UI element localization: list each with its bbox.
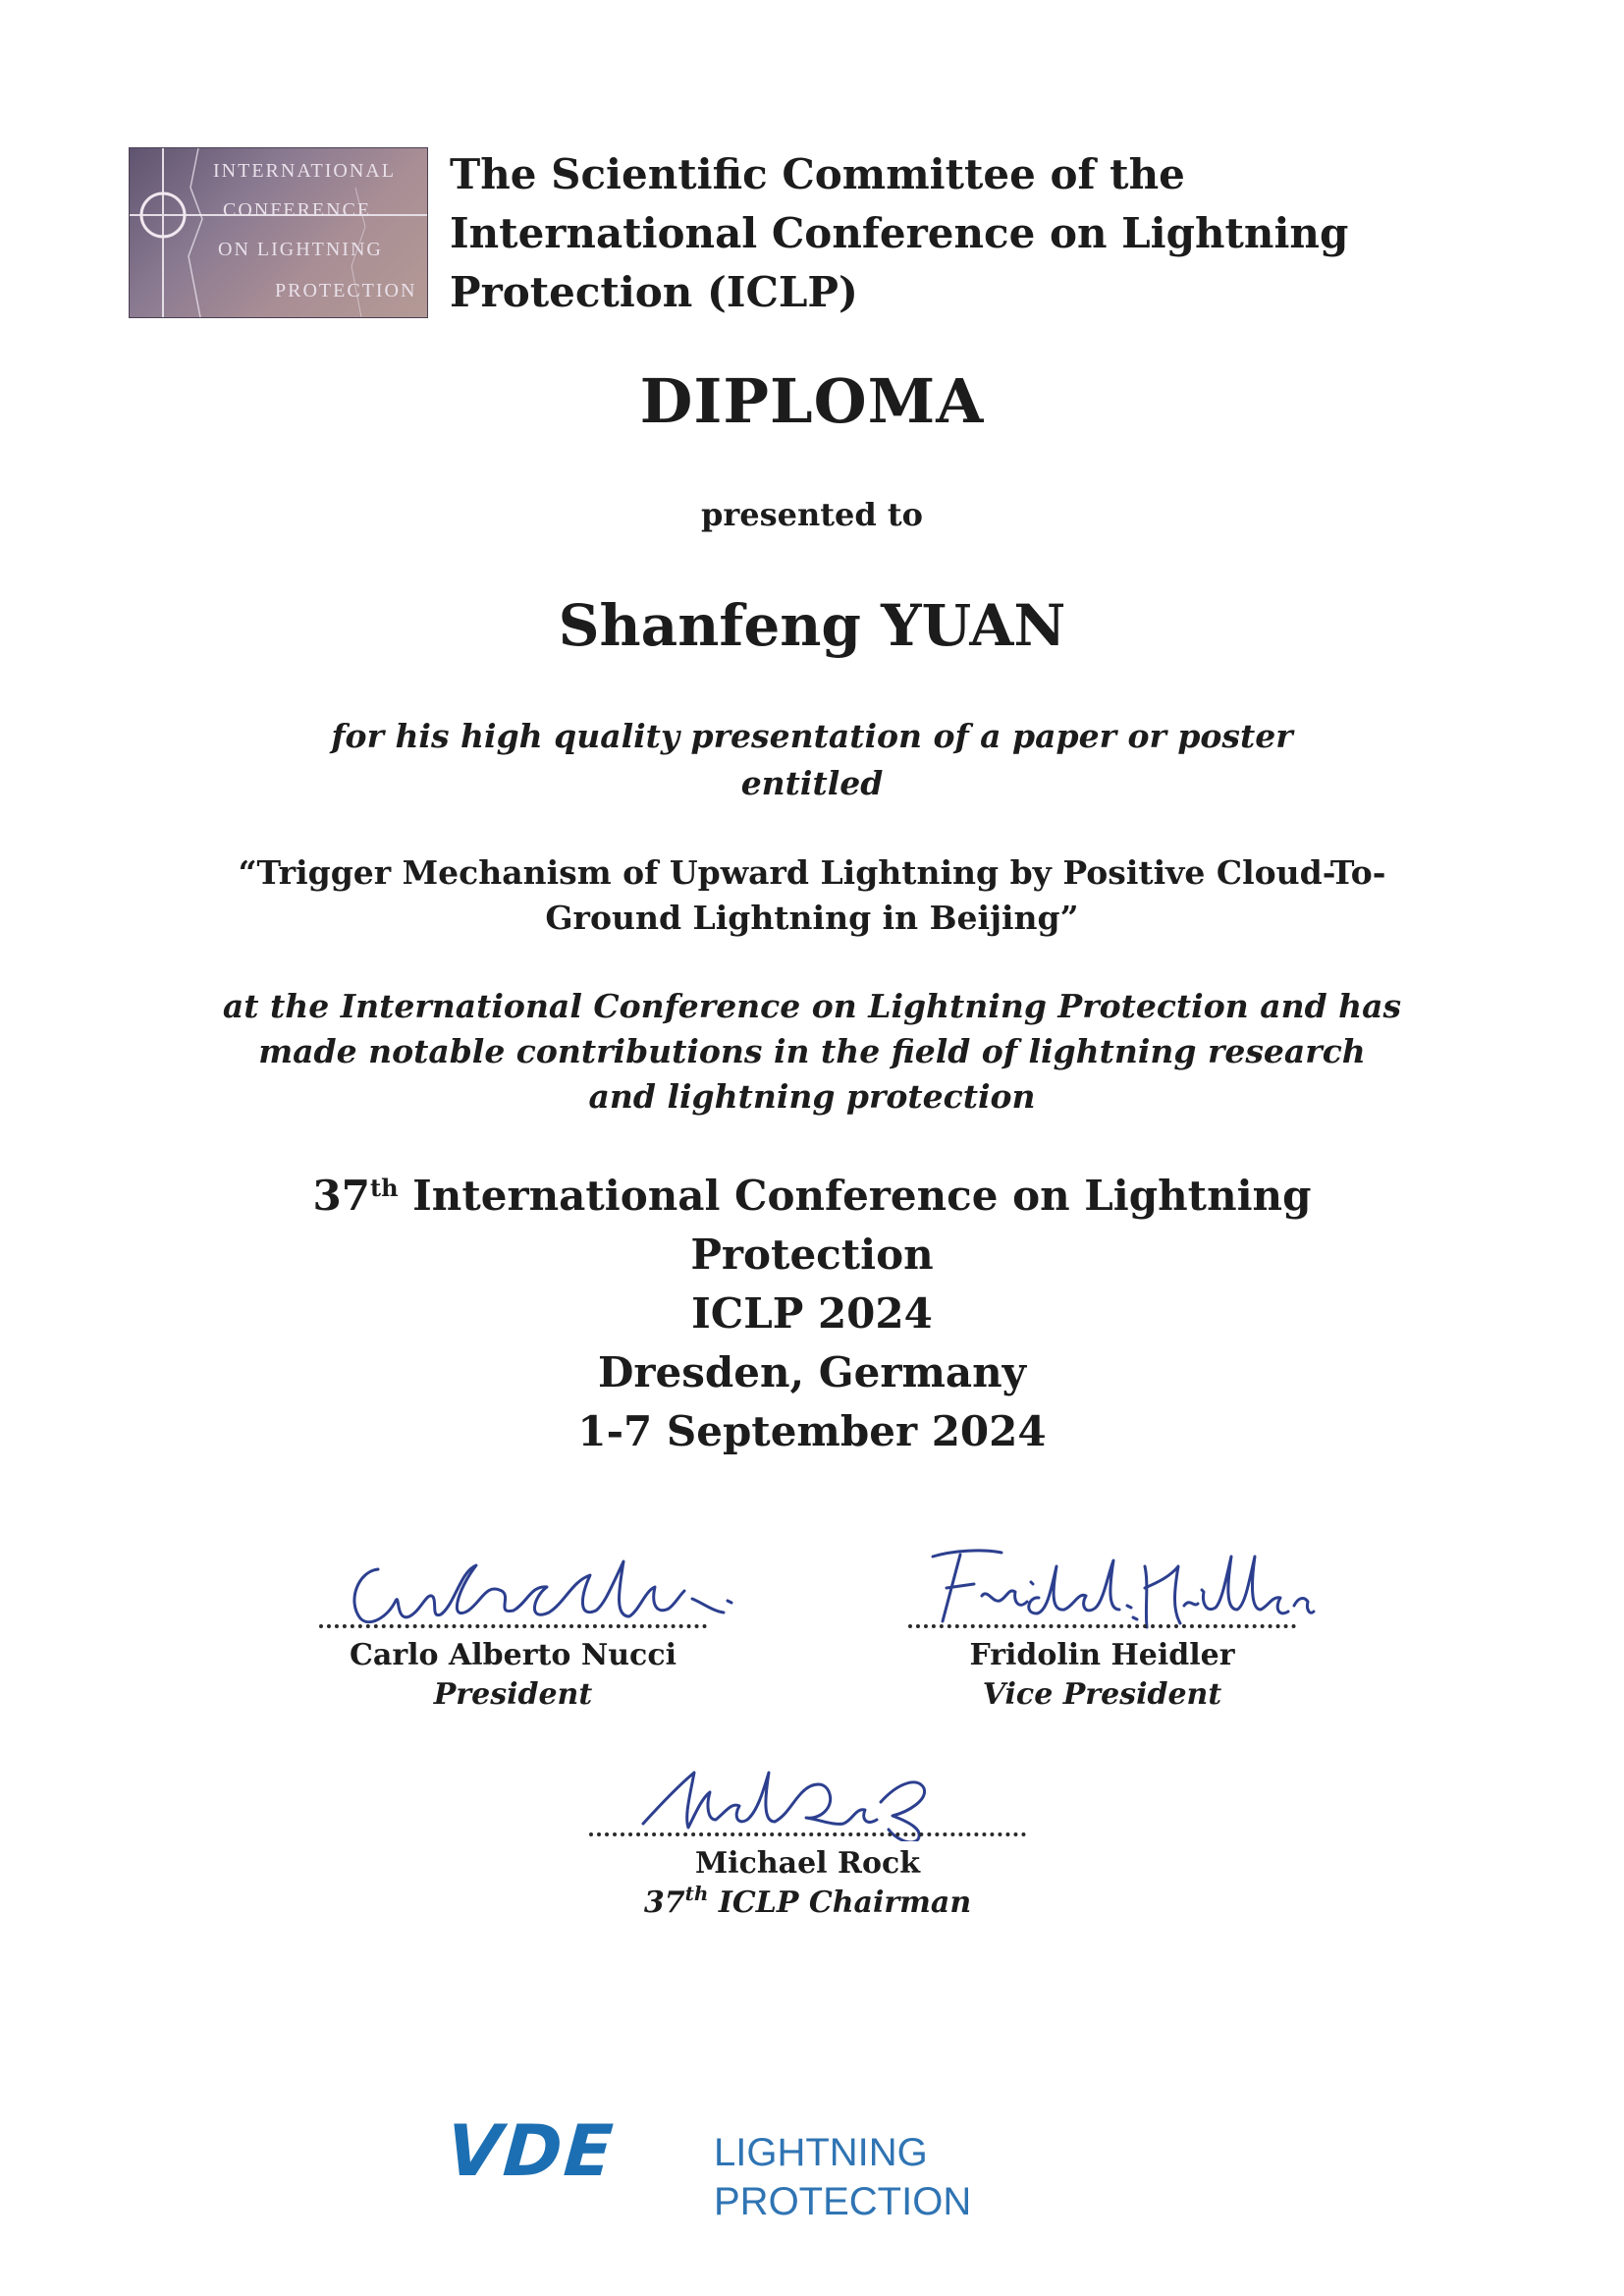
event-details	[0, 1167, 1624, 1461]
role-ordinal-suffix: th	[684, 1882, 709, 1905]
paper-title-line: Ground Lightning in Beijing”	[545, 899, 1079, 937]
signature-line	[589, 1832, 1026, 1836]
event-name-line	[0, 1167, 1624, 1226]
logo-word: PROTECTION	[275, 280, 417, 301]
event-acronym: ICLP 2024	[691, 1289, 933, 1338]
recipient-name: Shanfeng YUAN	[558, 592, 1066, 659]
header-line: Protection (ICLP)	[450, 268, 858, 316]
intro-text	[0, 713, 1624, 807]
vde-tagline: LIGHTNING PROTECTION	[714, 2131, 972, 2223]
signature-rock	[633, 1743, 1026, 1841]
event-ordinal: 37	[312, 1172, 370, 1220]
closing-line: and lightning protection	[588, 1077, 1036, 1116]
role-ordinal: 37	[643, 1886, 685, 1920]
signatory-name: Fridolin Heidler	[969, 1638, 1235, 1672]
logo-word: ON LIGHTNING	[218, 239, 383, 260]
signature-line	[908, 1624, 1296, 1628]
closing-line: at the International Conference on Lightning Protection and has	[222, 987, 1402, 1025]
event-ordinal-suffix: th	[369, 1174, 399, 1202]
vde-logo	[444, 2109, 1193, 2223]
presented-to-label: presented to	[700, 496, 923, 533]
header-line: International Conference on Lightning	[450, 209, 1349, 257]
signatory-name: Carlo Alberto Nucci	[350, 1638, 677, 1672]
signatory-role: President	[433, 1677, 593, 1712]
role-title: ICLP Chairman	[708, 1886, 972, 1920]
intro-line: for his high quality presentation of a paper or poster	[331, 717, 1293, 755]
diploma-title: DIPLOMA	[639, 365, 985, 437]
signature-heidler	[913, 1527, 1326, 1635]
event-name-line: Protection	[690, 1230, 934, 1279]
closing-line: made notable contributions in the field of lightning research	[258, 1032, 1366, 1070]
closing-text	[0, 984, 1624, 1120]
paper-title-line: “Trigger Mechanism of Upward Lightning by Positive Cloud-To-	[238, 853, 1386, 892]
signatory-role	[589, 1882, 1026, 1920]
event-location: Dresden, Germany	[597, 1348, 1027, 1396]
signatory-role: Vice President	[982, 1677, 1222, 1712]
header-title	[450, 145, 1382, 322]
logo-word: INTERNATIONAL	[213, 160, 396, 182]
event-name: International Conference on Lightning	[398, 1172, 1312, 1220]
vde-wordmark: VDE	[444, 2109, 618, 2192]
signature-line	[319, 1624, 707, 1628]
signatory-name: Michael Rock	[694, 1846, 921, 1881]
paper-title	[0, 850, 1624, 941]
logo-word: CONFERENCE	[223, 199, 372, 221]
header-line: The Scientific Committee of the	[450, 150, 1185, 198]
intro-line: entitled	[740, 764, 884, 802]
event-dates: 1-7 September 2024	[577, 1407, 1047, 1455]
iclp-logo	[129, 147, 428, 318]
